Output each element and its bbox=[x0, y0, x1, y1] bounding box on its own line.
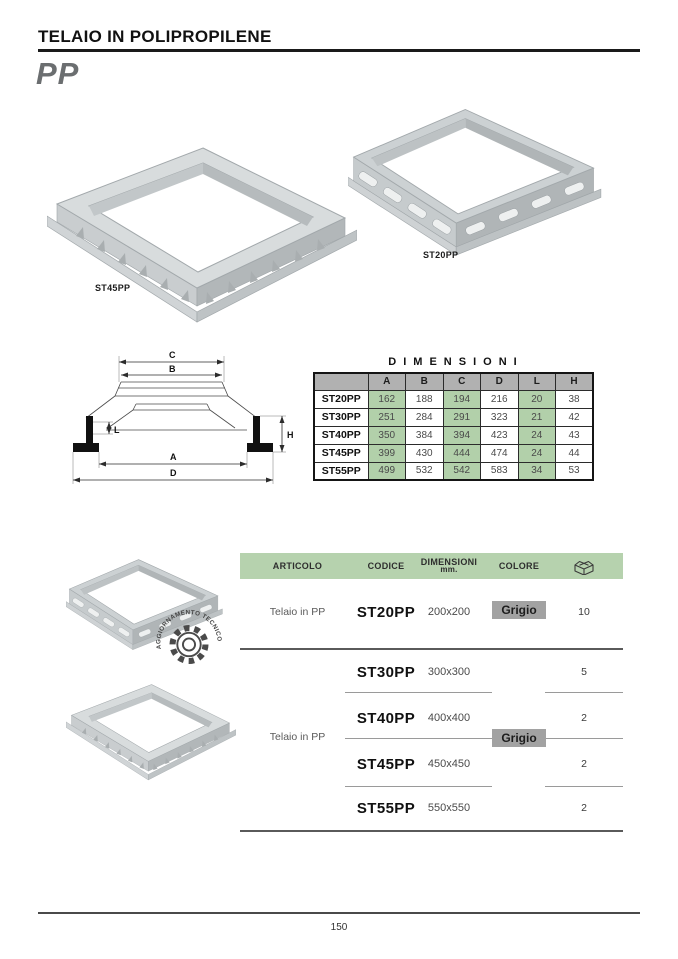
box-icon bbox=[572, 557, 596, 575]
col-header-l: L bbox=[518, 373, 556, 390]
order-table bbox=[240, 553, 623, 843]
row-divider bbox=[345, 786, 492, 787]
dimensioni-st40pp: 400x400 bbox=[427, 712, 471, 724]
dim-label-d: D bbox=[170, 468, 177, 478]
qty-st30pp: 5 bbox=[581, 666, 587, 678]
header-package bbox=[554, 553, 614, 579]
col-header-h: H bbox=[556, 373, 594, 390]
table-row: ST55PP 499 532 542 583 34 53 bbox=[314, 462, 593, 480]
page-title: TELAIO IN POLIPROPILENE bbox=[38, 27, 272, 46]
codice-st30pp: ST30PP bbox=[356, 663, 416, 681]
dimensioni-st55pp: 550x550 bbox=[427, 802, 471, 814]
row-divider bbox=[545, 786, 623, 787]
col-header-d: D bbox=[481, 373, 519, 390]
header-colore: COLORE bbox=[498, 561, 540, 571]
dim-label-l: L bbox=[114, 425, 120, 435]
dimensioni-st45pp: 450x450 bbox=[427, 758, 471, 770]
qty-st20pp: 10 bbox=[578, 606, 590, 618]
table-row: ST20PP 162 188 194 216 20 38 bbox=[314, 390, 593, 408]
product-photo-st45pp bbox=[47, 140, 357, 340]
gear-icon bbox=[173, 628, 206, 661]
material-code: PP bbox=[36, 56, 80, 91]
dimensioni-st20pp: 200x200 bbox=[427, 606, 471, 618]
colore-group2 bbox=[487, 728, 551, 748]
row-divider bbox=[545, 738, 623, 739]
table-row: ST30PP 251 284 291 323 21 42 bbox=[314, 408, 593, 426]
dim-label-h: H bbox=[287, 430, 294, 440]
dim-label-b: B bbox=[169, 364, 176, 374]
thumbnail-photo-plain-frame bbox=[66, 680, 236, 790]
dimensioni-table bbox=[313, 372, 594, 481]
dim-label-a: A bbox=[170, 452, 177, 462]
codice-st45pp: ST45PP bbox=[356, 755, 416, 773]
codice-st40pp: ST40PP bbox=[356, 709, 416, 727]
articolo-group2: Telaio in PP bbox=[269, 731, 326, 743]
table-row: ST45PP 399 430 444 474 24 44 bbox=[314, 444, 593, 462]
color-badge: Grigio bbox=[492, 729, 545, 747]
articolo-group1: Telaio in PP bbox=[269, 606, 326, 618]
title-divider bbox=[38, 49, 640, 52]
footer-divider bbox=[38, 912, 640, 914]
row-divider bbox=[345, 738, 492, 739]
row-divider bbox=[345, 692, 492, 693]
qty-st45pp: 2 bbox=[581, 758, 587, 770]
group-divider bbox=[240, 648, 623, 650]
dimensioni-table-title: DIMENSIONI bbox=[388, 356, 524, 368]
header-articolo: ARTICOLO bbox=[272, 561, 323, 571]
aggiornamento-tecnico-stamp bbox=[150, 596, 228, 674]
dimensioni-header-row bbox=[314, 373, 593, 390]
header-codice: CODICE bbox=[367, 561, 405, 571]
stamp-text: AGGIORNAMENTO TECNICO bbox=[155, 609, 223, 650]
col-header-a: A bbox=[368, 373, 406, 390]
qty-st40pp: 2 bbox=[581, 712, 587, 724]
col-header-c: C bbox=[443, 373, 481, 390]
codice-st55pp: ST55PP bbox=[356, 799, 416, 817]
dim-label-c: C bbox=[169, 350, 176, 360]
color-badge: Grigio bbox=[492, 601, 545, 619]
dimensioni-st30pp: 300x300 bbox=[427, 666, 471, 678]
product-photo-right-label: ST20PP bbox=[423, 250, 459, 260]
qty-st55pp: 2 bbox=[581, 802, 587, 814]
table-row: ST40PP 350 384 394 423 24 43 bbox=[314, 426, 593, 444]
cross-section-right bbox=[247, 416, 273, 452]
colore-group1 bbox=[487, 600, 551, 620]
product-photo-st20pp bbox=[348, 104, 623, 278]
header-dimensioni: DIMENSIONI mm. bbox=[420, 556, 478, 574]
product-photo-left-label: ST45PP bbox=[95, 283, 131, 293]
col-header-b: B bbox=[406, 373, 444, 390]
row-divider bbox=[545, 692, 623, 693]
table-bottom-border bbox=[240, 830, 623, 832]
page-number: 150 bbox=[330, 922, 348, 933]
technical-drawing bbox=[58, 342, 298, 492]
codice-st20pp: ST20PP bbox=[356, 603, 416, 621]
order-table-header-bar bbox=[240, 553, 623, 579]
